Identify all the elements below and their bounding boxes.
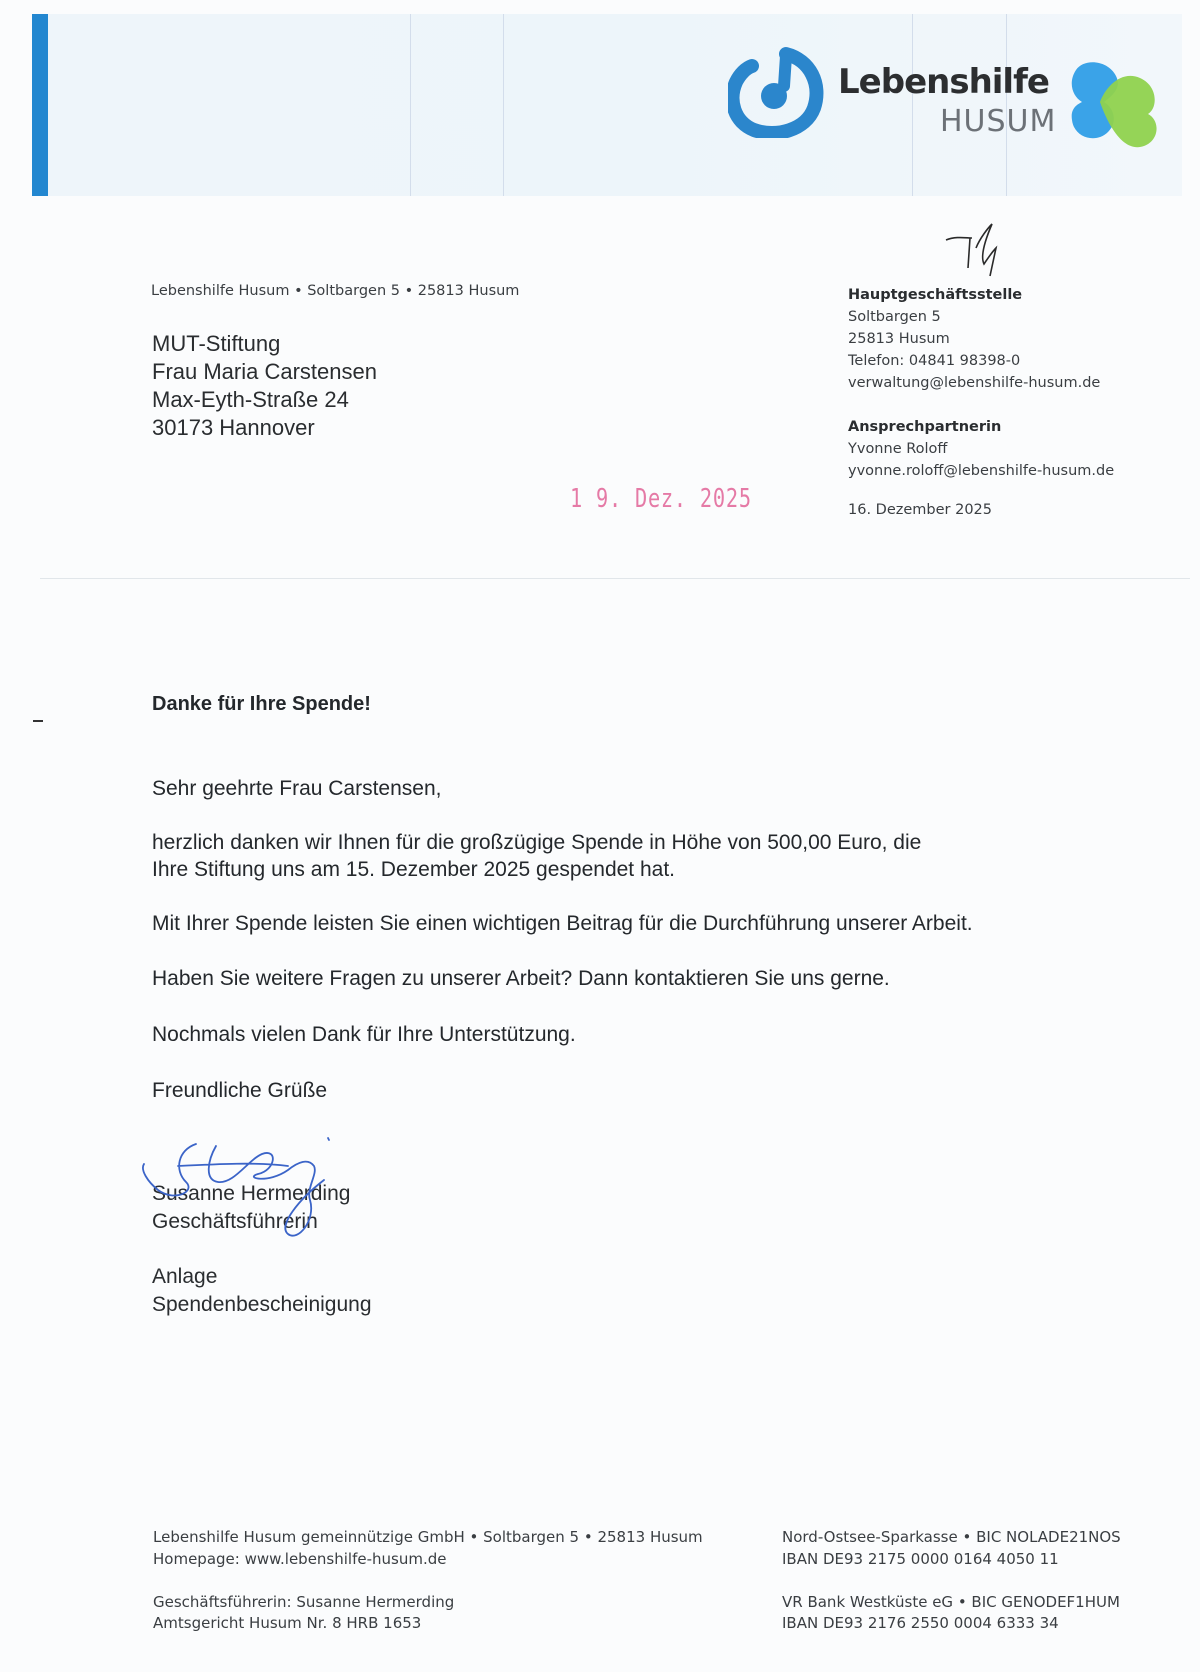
body-paragraph-4 bbox=[152, 1021, 576, 1048]
recipient-street: Max-Eyth-Straße 24 bbox=[152, 387, 349, 412]
signatory-name: Susanne Hermerding bbox=[152, 1182, 351, 1205]
scan-line bbox=[503, 14, 504, 196]
office-heading: Hauptgeschäftsstelle bbox=[848, 287, 1023, 303]
signatory-title: Geschäftsführerin bbox=[152, 1210, 318, 1233]
contact-person-email[interactable]: yvonne.roloff@lebenshilfe-husum.de bbox=[848, 463, 1115, 479]
scan-line bbox=[40, 578, 1190, 579]
footer-bank-1: Nord-Ostsee-Sparkasse • BIC NOLADE21NOS bbox=[782, 1528, 1121, 1546]
footer-homepage[interactable]: Homepage: www.lebenshilfe-husum.de bbox=[153, 1549, 447, 1568]
sender-return-address: Lebenshilfe Husum • Soltbargen 5 • 25813 Husum bbox=[151, 283, 520, 299]
body-line: Mit Ihrer Spende leisten Sie einen wichtigen Beitrag für die Durchführung unserer Arbeit. bbox=[152, 912, 973, 935]
salutation: Sehr geehrte Frau Carstensen, bbox=[152, 777, 442, 800]
body-paragraph-3 bbox=[152, 965, 890, 992]
enclosure-item: Spendenbescheinigung bbox=[152, 1293, 372, 1316]
received-date-stamp: 1 9. Dez. 2025 bbox=[570, 484, 752, 514]
lebenshilfe-logo-icon bbox=[728, 46, 824, 138]
scan-line bbox=[410, 14, 411, 196]
scan-line bbox=[912, 14, 913, 196]
recipient-address bbox=[152, 330, 377, 442]
body-paragraph-2 bbox=[152, 910, 973, 937]
contact-person-name: Yvonne Roloff bbox=[848, 441, 948, 457]
enclosure-block bbox=[152, 1263, 372, 1319]
recipient-name: Frau Maria Carstensen bbox=[152, 359, 377, 384]
footer-company: Lebenshilfe Husum gemeinnützige GmbH • Soltbargen 5 • 25813 Husum bbox=[153, 1528, 703, 1546]
recipient-city: 30173 Hannover bbox=[152, 415, 315, 440]
footer-iban-2: IBAN DE93 2176 2550 0004 6333 34 bbox=[782, 1614, 1059, 1632]
footer-bank-2: VR Bank Westküste eG • BIC GENODEF1HUM bbox=[782, 1592, 1120, 1611]
footer-bank-info bbox=[782, 1527, 1121, 1635]
letter-subject: Danke für Ihre Spende! bbox=[152, 693, 371, 715]
office-email[interactable]: verwaltung@lebenshilfe-husum.de bbox=[848, 375, 1101, 391]
body-line: Ihre Stiftung uns am 15. Dezember 2025 gespendet hat. bbox=[152, 858, 676, 881]
handwritten-signature bbox=[138, 1130, 398, 1250]
body-line: herzlich danken wir Ihnen für die großzügige Spende in Höhe von 500,00 Euro, die bbox=[152, 831, 922, 854]
letterhead-accent-bar bbox=[32, 14, 48, 196]
letter-date: 16. Dezember 2025 bbox=[848, 502, 993, 518]
footer-ceo: Geschäftsführerin: Susanne Hermerding bbox=[153, 1592, 455, 1611]
footer-register: Amtsgericht Husum Nr. 8 HRB 1653 bbox=[153, 1614, 422, 1632]
body-line: Nochmals vielen Dank für Ihre Unterstützung. bbox=[152, 1023, 576, 1046]
office-street: Soltbargen 5 bbox=[848, 309, 941, 325]
fold-mark bbox=[33, 720, 43, 722]
butterfly-heart-icon bbox=[1066, 56, 1162, 152]
body-paragraph-1 bbox=[152, 829, 921, 883]
enclosure-label: Anlage bbox=[152, 1265, 218, 1288]
recipient-organization: MUT-Stiftung bbox=[152, 331, 281, 356]
closing: Freundliche Grüße bbox=[152, 1079, 328, 1102]
contact-person-heading: Ansprechpartnerin bbox=[848, 419, 1002, 435]
footer-iban-1: IBAN DE93 2175 0000 0164 4050 11 bbox=[782, 1549, 1059, 1568]
footer-company-info bbox=[153, 1527, 703, 1635]
brand-city: HUSUM bbox=[940, 104, 1057, 139]
brand-name: Lebenshilfe bbox=[838, 62, 1049, 102]
office-phone: Telefon: 04841 98398-0 bbox=[848, 353, 1021, 369]
initials-mark bbox=[940, 218, 1010, 282]
body-line: Haben Sie weitere Fragen zu unserer Arbeit? Dann kontaktieren Sie uns gerne. bbox=[152, 967, 890, 990]
contact-block bbox=[848, 284, 1114, 482]
office-city: 25813 Husum bbox=[848, 331, 950, 347]
